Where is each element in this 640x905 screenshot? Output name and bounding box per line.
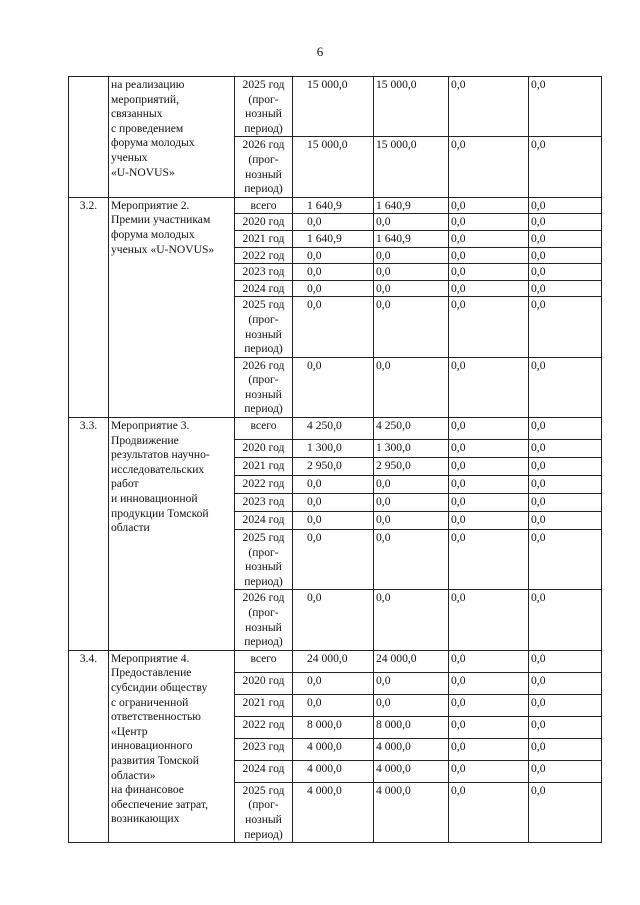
total-cell: 0,0: [293, 672, 374, 694]
item-name: Мероприятие 3. Продвижение результатов научно- исследовательских работ и инновационной продукции Томской области: [109, 418, 235, 651]
value-cell: 0,0: [529, 738, 602, 760]
value-cell: 0,0: [529, 357, 602, 417]
total-cell: 0,0: [293, 512, 374, 530]
value-cell: 0,0: [529, 230, 602, 247]
total-cell: 0,0: [293, 247, 374, 264]
value-cell: 0,0: [449, 530, 529, 590]
value-cell: 0,0: [374, 672, 449, 694]
value-cell: 4 250,0: [374, 418, 449, 440]
value-cell: 0,0: [374, 280, 449, 297]
total-cell: 4 000,0: [293, 760, 374, 782]
year-cell: 2026 год (прог- нозный период): [235, 357, 293, 417]
total-cell: 0,0: [293, 530, 374, 590]
year-cell: 2020 год: [235, 440, 293, 458]
year-cell: 2025 год (прог- нозный период): [235, 530, 293, 590]
year-cell: 2025 год (прог- нозный период): [235, 297, 293, 357]
value-cell: 0,0: [529, 672, 602, 694]
value-cell: 0,0: [449, 297, 529, 357]
value-cell: 0,0: [529, 197, 602, 214]
item-number: 3.2.: [69, 197, 109, 417]
value-cell: 1 640,9: [374, 197, 449, 214]
value-cell: 0,0: [374, 694, 449, 716]
value-cell: 0,0: [374, 357, 449, 417]
value-cell: 0,0: [374, 247, 449, 264]
item-number: [69, 77, 109, 198]
value-cell: 0,0: [374, 264, 449, 281]
total-cell: 0,0: [293, 357, 374, 417]
year-cell: 2020 год: [235, 672, 293, 694]
value-cell: 0,0: [529, 280, 602, 297]
value-cell: 0,0: [374, 297, 449, 357]
value-cell: 1 640,9: [374, 230, 449, 247]
value-cell: 0,0: [529, 650, 602, 672]
total-cell: 24 000,0: [293, 650, 374, 672]
value-cell: 0,0: [529, 297, 602, 357]
value-cell: 0,0: [529, 264, 602, 281]
total-cell: 0,0: [293, 590, 374, 650]
year-cell: 2024 год: [235, 512, 293, 530]
value-cell: 0,0: [529, 494, 602, 512]
value-cell: 0,0: [449, 247, 529, 264]
value-cell: 15 000,0: [374, 137, 449, 197]
table-row: [69, 650, 602, 672]
year-cell: 2024 год: [235, 280, 293, 297]
total-cell: 0,0: [293, 297, 374, 357]
total-cell: 2 950,0: [293, 458, 374, 476]
value-cell: 0,0: [529, 590, 602, 650]
total-cell: 0,0: [293, 214, 374, 231]
total-cell: 4 000,0: [293, 738, 374, 760]
total-cell: 4 250,0: [293, 418, 374, 440]
value-cell: 0,0: [449, 418, 529, 440]
year-cell: 2020 год: [235, 214, 293, 231]
year-cell: всего: [235, 650, 293, 672]
year-cell: 2021 год: [235, 694, 293, 716]
total-cell: 4 000,0: [293, 782, 374, 842]
value-cell: 0,0: [374, 494, 449, 512]
value-cell: 0,0: [529, 530, 602, 590]
value-cell: 0,0: [529, 247, 602, 264]
value-cell: 0,0: [449, 280, 529, 297]
total-cell: 0,0: [293, 280, 374, 297]
total-cell: 1 640,9: [293, 197, 374, 214]
value-cell: 0,0: [449, 476, 529, 494]
value-cell: 0,0: [449, 738, 529, 760]
value-cell: 0,0: [374, 590, 449, 650]
value-cell: 0,0: [374, 476, 449, 494]
page-number: 6: [316, 44, 324, 59]
value-cell: 24 000,0: [374, 650, 449, 672]
value-cell: 0,0: [449, 494, 529, 512]
table-row: [69, 77, 602, 137]
value-cell: 0,0: [529, 137, 602, 197]
value-cell: 0,0: [449, 590, 529, 650]
value-cell: 0,0: [529, 694, 602, 716]
value-cell: 4 000,0: [374, 782, 449, 842]
value-cell: 0,0: [449, 512, 529, 530]
year-cell: 2021 год: [235, 230, 293, 247]
value-cell: 0,0: [529, 782, 602, 842]
year-cell: 2022 год: [235, 716, 293, 738]
year-cell: 2023 год: [235, 264, 293, 281]
value-cell: 4 000,0: [374, 738, 449, 760]
value-cell: 0,0: [529, 214, 602, 231]
value-cell: 0,0: [374, 214, 449, 231]
value-cell: 0,0: [529, 760, 602, 782]
total-cell: 0,0: [293, 264, 374, 281]
value-cell: 0,0: [449, 197, 529, 214]
value-cell: 0,0: [374, 512, 449, 530]
value-cell: 0,0: [529, 476, 602, 494]
year-cell: 2023 год: [235, 494, 293, 512]
value-cell: 0,0: [529, 512, 602, 530]
value-cell: 0,0: [449, 458, 529, 476]
year-cell: 2022 год: [235, 247, 293, 264]
total-cell: 1 640,9: [293, 230, 374, 247]
total-cell: 8 000,0: [293, 716, 374, 738]
item-name: Мероприятие 4. Предоставление субсидии обществу с ограниченной ответственностью «Центр инновационного развития Томской области» на финансовое обеспечение затрат, возникающих: [109, 650, 235, 842]
year-cell: 2021 год: [235, 458, 293, 476]
item-number: 3.3.: [69, 418, 109, 651]
total-cell: 0,0: [293, 476, 374, 494]
value-cell: 15 000,0: [374, 77, 449, 137]
value-cell: 0,0: [449, 694, 529, 716]
value-cell: 8 000,0: [374, 716, 449, 738]
total-cell: 15 000,0: [293, 137, 374, 197]
value-cell: 1 300,0: [374, 440, 449, 458]
year-cell: 2026 год (прог- нозный период): [235, 590, 293, 650]
value-cell: 4 000,0: [374, 760, 449, 782]
value-cell: 0,0: [449, 357, 529, 417]
value-cell: 0,0: [449, 137, 529, 197]
year-cell: 2025 год (прог- нозный период): [235, 782, 293, 842]
item-number: 3.4.: [69, 650, 109, 842]
value-cell: 0,0: [529, 418, 602, 440]
value-cell: 0,0: [449, 230, 529, 247]
total-cell: 0,0: [293, 494, 374, 512]
year-cell: всего: [235, 197, 293, 214]
year-cell: 2026 год (прог- нозный период): [235, 137, 293, 197]
value-cell: 0,0: [449, 650, 529, 672]
year-cell: 2023 год: [235, 738, 293, 760]
year-cell: 2025 год (прог- нозный период): [235, 77, 293, 137]
value-cell: 2 950,0: [374, 458, 449, 476]
value-cell: 0,0: [449, 77, 529, 137]
value-cell: 0,0: [449, 716, 529, 738]
year-cell: всего: [235, 418, 293, 440]
value-cell: 0,0: [374, 530, 449, 590]
value-cell: 0,0: [529, 458, 602, 476]
value-cell: 0,0: [449, 264, 529, 281]
value-cell: 0,0: [449, 672, 529, 694]
item-name: на реализацию мероприятий, связанных с проведением форума молодых ученых «U-NOVUS»: [109, 77, 235, 198]
value-cell: 0,0: [449, 782, 529, 842]
table-row: [69, 418, 602, 440]
item-name: Мероприятие 2. Премии участникам форума молодых ученых «U-NOVUS»: [109, 197, 235, 417]
value-cell: 0,0: [449, 760, 529, 782]
total-cell: 1 300,0: [293, 440, 374, 458]
value-cell: 0,0: [529, 716, 602, 738]
total-cell: 15 000,0: [293, 77, 374, 137]
year-cell: 2022 год: [235, 476, 293, 494]
table-row: [69, 197, 602, 214]
value-cell: 0,0: [529, 440, 602, 458]
value-cell: 0,0: [529, 77, 602, 137]
total-cell: 0,0: [293, 694, 374, 716]
value-cell: 0,0: [449, 440, 529, 458]
budget-table: [68, 76, 602, 843]
value-cell: 0,0: [449, 214, 529, 231]
year-cell: 2024 год: [235, 760, 293, 782]
